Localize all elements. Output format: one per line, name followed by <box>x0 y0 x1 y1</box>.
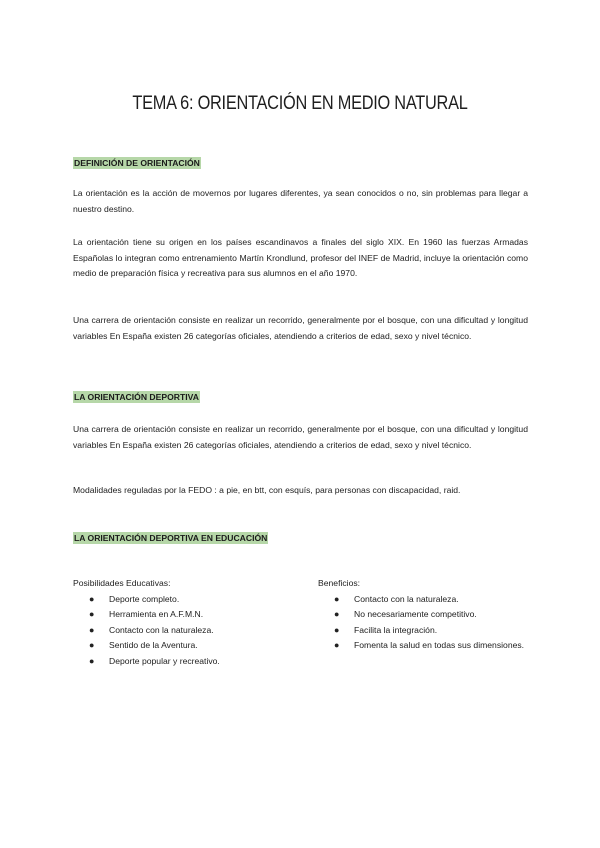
list-item: ● Deporte popular y recreativo. <box>73 654 293 670</box>
bullet-icon: ● <box>334 624 340 635</box>
bullet-icon: ● <box>89 609 95 620</box>
list-item: ● No necesariamente competitivo. <box>318 607 528 623</box>
bullet-icon: ● <box>89 593 95 604</box>
beneficios-list <box>318 592 528 654</box>
bullet-icon: ● <box>334 609 340 620</box>
bullet-icon: ● <box>89 624 95 635</box>
posibilidades-label: Posibilidades Educativas: <box>73 578 171 588</box>
list-item: ● Fomenta la salud en todas sus dimensiones. <box>318 638 528 654</box>
paragraph-definicion-2: La orientación tiene su origen en los países escandinavos a finales del siglo XIX. En 1960 las fuerzas Armadas Españolas lo integran como entrenamiento Martín Krondlund, profesor del INEF de Madrid, incluye la orientación como medio de preparación física y recreativa para sus alumnos en el año 1970. <box>73 237 528 279</box>
bullet-icon: ● <box>334 640 340 651</box>
list-item: ● Herramienta en A.F.M.N. <box>73 607 293 623</box>
list-item: ● Sentido de la Aventura. <box>73 638 293 654</box>
list-item: ● Facilita la integración. <box>318 623 528 639</box>
paragraph-deportiva-1: Una carrera de orientación consiste en realizar un recorrido, generalmente por el bosque, con una dificultad y longitud variables En España existen 26 categorías oficiales, atendiendo a criterios de edad, sexo y nivel técnico. <box>73 424 528 450</box>
bullet-icon: ● <box>89 655 95 666</box>
section-heading-deportiva: LA ORIENTACIÓN DEPORTIVA <box>74 392 199 402</box>
posibilidades-list <box>73 592 293 670</box>
section-heading-definicion: DEFINICIÓN DE ORIENTACIÓN <box>74 158 200 168</box>
page-title: TEMA 6: ORIENTACIÓN EN MEDIO NATURAL <box>132 93 468 114</box>
paragraph-definicion-3: Una carrera de orientación consiste en realizar un recorrido, generalmente por el bosque, con una dificultad y longitud variables En España existen 26 categorías oficiales, atendiendo a criterios de edad, sexo y nivel técnico. <box>73 315 528 341</box>
posibilidades-column <box>73 576 293 670</box>
beneficios-column <box>318 576 528 654</box>
bullet-icon: ● <box>89 640 95 651</box>
list-item: ● Deporte completo. <box>73 592 293 608</box>
beneficios-label: Beneficios: <box>318 578 361 588</box>
section-heading-educacion: LA ORIENTACIÓN DEPORTIVA EN EDUCACIÓN <box>74 533 268 543</box>
paragraph-definicion-1: La orientación es la acción de movernos por lugares diferentes, ya sean conocidos o no, sin problemas para llegar a nuestro destino. <box>73 188 528 214</box>
list-item: ● Contacto con la naturaleza. <box>73 623 293 639</box>
bullet-icon: ● <box>334 593 340 604</box>
list-item: ● Contacto con la naturaleza. <box>318 592 528 608</box>
paragraph-deportiva-2: Modalidades reguladas por la FEDO : a pie, en btt, con esquís, para personas con discapacidad, raid. <box>73 485 461 495</box>
